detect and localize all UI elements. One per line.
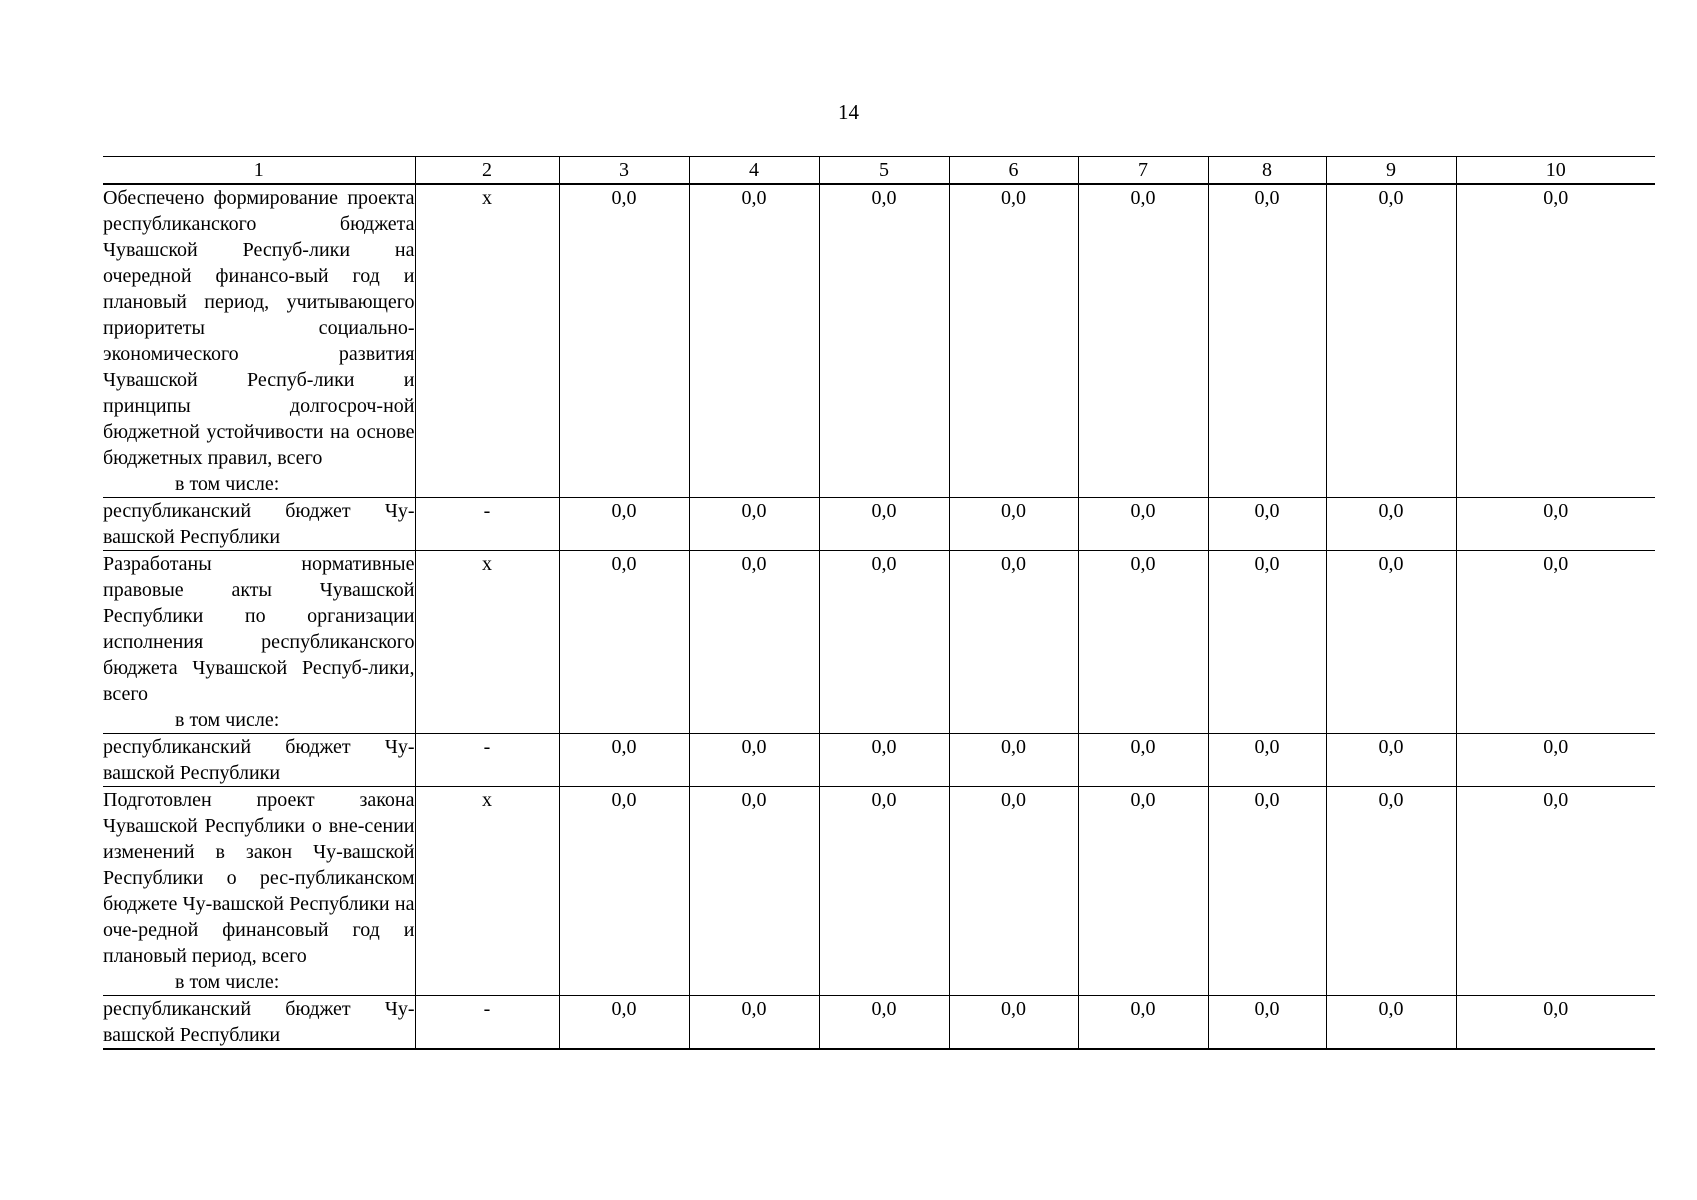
- row-label-cell: [103, 734, 415, 787]
- col2-cell: -: [415, 996, 559, 1050]
- column-header: 6: [949, 157, 1078, 185]
- column-header: 8: [1208, 157, 1326, 185]
- value-cell: 0,0: [819, 551, 949, 734]
- value-cell: 0,0: [1078, 551, 1208, 734]
- value-cell: 0,0: [689, 498, 819, 551]
- table-row: [103, 787, 1655, 996]
- column-header: 10: [1456, 157, 1655, 185]
- value-cell: 0,0: [559, 996, 689, 1050]
- value-cell: 0,0: [1326, 551, 1456, 734]
- budget-table: [103, 156, 1655, 1050]
- value-cell: 0,0: [1078, 996, 1208, 1050]
- value-cell: 0,0: [559, 734, 689, 787]
- table-body: [103, 184, 1655, 1049]
- value-cell: 0,0: [1326, 787, 1456, 996]
- value-cell: 0,0: [1208, 996, 1326, 1050]
- value-cell: 0,0: [949, 996, 1078, 1050]
- value-cell: 0,0: [1456, 734, 1655, 787]
- value-cell: 0,0: [1078, 498, 1208, 551]
- row-label-cell: [103, 184, 415, 498]
- col2-cell: -: [415, 498, 559, 551]
- value-cell: 0,0: [1208, 787, 1326, 996]
- value-cell: 0,0: [949, 498, 1078, 551]
- row-label: Подготовлен проект закона Чувашской Республики о вне-сении изменений в закон Чу-вашской Республики о рес-публиканском бюджете Чу-вашской Республики на оче-редной финансовый год и плановый период, всего: [103, 789, 415, 967]
- value-cell: 0,0: [689, 996, 819, 1050]
- value-cell: 0,0: [1326, 184, 1456, 498]
- value-cell: 0,0: [559, 787, 689, 996]
- value-cell: 0,0: [1208, 551, 1326, 734]
- value-cell: 0,0: [1078, 734, 1208, 787]
- column-header: 2: [415, 157, 559, 185]
- value-cell: 0,0: [1456, 551, 1655, 734]
- col2-cell: х: [415, 184, 559, 498]
- value-cell: 0,0: [1208, 184, 1326, 498]
- table-row: [103, 996, 1655, 1050]
- value-cell: 0,0: [1208, 734, 1326, 787]
- value-cell: 0,0: [1456, 996, 1655, 1050]
- row-label: Обеспечено формирование проекта республиканского бюджета Чувашской Респуб-лики на очередной финансо-вый год и плановый период, учитывающего приоритеты социально-экономического развития Чувашской Респуб-лики и принципы долгосроч-ной бюджетной устойчивости на основе бюджетных правил, всего: [103, 187, 415, 469]
- column-header: 9: [1326, 157, 1456, 185]
- table-row: [103, 734, 1655, 787]
- row-label: республиканский бюджет Чу-вашской Республики: [103, 736, 415, 784]
- column-number-row: [103, 157, 1655, 185]
- value-cell: 0,0: [689, 184, 819, 498]
- column-header: 1: [103, 157, 415, 185]
- row-label: Разработаны нормативные правовые акты Чувашской Республики по организации исполнения республиканского бюджета Чувашской Респуб-лики, всего: [103, 553, 415, 705]
- value-cell: 0,0: [559, 551, 689, 734]
- table-row: [103, 184, 1655, 498]
- table-row: [103, 498, 1655, 551]
- page-number: 14: [838, 100, 859, 124]
- col2-cell: -: [415, 734, 559, 787]
- value-cell: 0,0: [689, 787, 819, 996]
- row-label-cell: [103, 551, 415, 734]
- value-cell: 0,0: [1326, 498, 1456, 551]
- column-header: 5: [819, 157, 949, 185]
- value-cell: 0,0: [819, 996, 949, 1050]
- row-sublabel: в том числе:: [175, 709, 280, 731]
- row-label-cell: [103, 787, 415, 996]
- value-cell: 0,0: [1078, 184, 1208, 498]
- value-cell: 0,0: [559, 498, 689, 551]
- value-cell: 0,0: [689, 551, 819, 734]
- value-cell: 0,0: [819, 787, 949, 996]
- value-cell: 0,0: [1208, 498, 1326, 551]
- value-cell: 0,0: [819, 184, 949, 498]
- value-cell: 0,0: [1326, 996, 1456, 1050]
- value-cell: 0,0: [949, 734, 1078, 787]
- value-cell: 0,0: [1326, 734, 1456, 787]
- value-cell: 0,0: [949, 184, 1078, 498]
- column-header: 3: [559, 157, 689, 185]
- row-label-cell: [103, 498, 415, 551]
- row-sublabel: в том числе:: [175, 971, 280, 993]
- value-cell: 0,0: [949, 787, 1078, 996]
- value-cell: 0,0: [1456, 498, 1655, 551]
- table-row: [103, 551, 1655, 734]
- value-cell: 0,0: [559, 184, 689, 498]
- value-cell: 0,0: [819, 734, 949, 787]
- row-label-cell: [103, 996, 415, 1050]
- value-cell: 0,0: [1456, 184, 1655, 498]
- value-cell: 0,0: [1078, 787, 1208, 996]
- value-cell: 0,0: [949, 551, 1078, 734]
- col2-cell: х: [415, 787, 559, 996]
- col2-cell: х: [415, 551, 559, 734]
- row-label: республиканский бюджет Чу-вашской Республики: [103, 998, 415, 1046]
- value-cell: 0,0: [1456, 787, 1655, 996]
- value-cell: 0,0: [819, 498, 949, 551]
- column-header: 7: [1078, 157, 1208, 185]
- row-label: республиканский бюджет Чу-вашской Республики: [103, 500, 415, 548]
- value-cell: 0,0: [689, 734, 819, 787]
- column-header: 4: [689, 157, 819, 185]
- row-sublabel: в том числе:: [175, 473, 280, 495]
